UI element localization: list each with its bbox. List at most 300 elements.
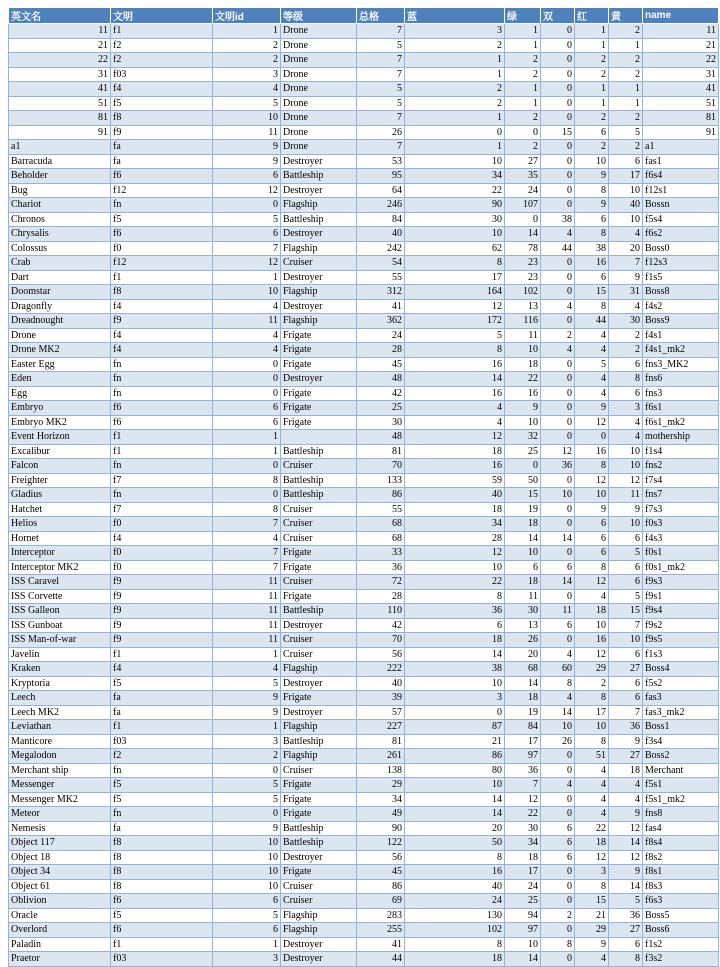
column-header-class[interactable]: 等级 xyxy=(281,8,357,24)
table-cell[interactable]: 26 xyxy=(541,734,575,749)
table-cell[interactable]: f6s3 xyxy=(643,894,719,909)
table-cell[interactable]: Frigate xyxy=(281,357,357,372)
table-cell[interactable] xyxy=(281,430,357,445)
table-cell[interactable]: 0 xyxy=(541,792,575,807)
table-cell[interactable]: 2 xyxy=(405,96,505,111)
table-cell[interactable]: 1 xyxy=(575,96,609,111)
table-cell[interactable]: 6 xyxy=(405,618,505,633)
table-cell[interactable]: f6 xyxy=(111,923,213,938)
table-cell[interactable]: 14 xyxy=(505,531,541,546)
table-cell[interactable]: Chrysalis xyxy=(9,227,111,242)
table-cell[interactable]: 5 xyxy=(575,357,609,372)
table-cell[interactable]: 22 xyxy=(505,372,541,387)
table-cell[interactable]: 0 xyxy=(541,415,575,430)
table-cell[interactable]: 0 xyxy=(541,111,575,126)
table-cell[interactable]: 11 xyxy=(213,633,281,648)
table-cell[interactable]: 94 xyxy=(505,908,541,923)
table-cell[interactable]: 38 xyxy=(541,212,575,227)
table-cell[interactable]: fas4 xyxy=(643,821,719,836)
table-cell[interactable]: 4 xyxy=(541,227,575,242)
table-cell[interactable]: 11 xyxy=(213,589,281,604)
table-cell[interactable]: 8 xyxy=(609,952,643,967)
table-cell[interactable]: 122 xyxy=(357,836,405,851)
table-cell[interactable]: f03 xyxy=(111,67,213,82)
table-cell[interactable]: 6 xyxy=(609,575,643,590)
table-cell[interactable]: f8s3 xyxy=(643,879,719,894)
table-cell[interactable]: Frigate xyxy=(281,792,357,807)
table-cell[interactable]: 12 xyxy=(575,647,609,662)
table-cell[interactable]: Event Horizon xyxy=(9,430,111,445)
table-cell[interactable]: 51 xyxy=(643,96,719,111)
table-cell[interactable]: 51 xyxy=(575,749,609,764)
table-cell[interactable]: 12 xyxy=(575,850,609,865)
table-cell[interactable]: 172 xyxy=(405,314,505,329)
table-cell[interactable]: f5 xyxy=(111,908,213,923)
table-cell[interactable]: 23 xyxy=(505,270,541,285)
table-cell[interactable]: fa xyxy=(111,821,213,836)
table-cell[interactable]: 31 xyxy=(609,285,643,300)
table-cell[interactable]: 0 xyxy=(541,546,575,561)
table-cell[interactable]: 2 xyxy=(213,38,281,53)
table-cell[interactable]: 10 xyxy=(405,227,505,242)
table-cell[interactable]: f4 xyxy=(111,531,213,546)
table-cell[interactable]: 29 xyxy=(575,662,609,677)
table-cell[interactable]: 81 xyxy=(357,734,405,749)
table-cell[interactable]: 6 xyxy=(213,169,281,184)
table-cell[interactable]: 11 xyxy=(213,314,281,329)
table-cell[interactable]: f2 xyxy=(111,38,213,53)
table-cell[interactable]: 24 xyxy=(405,894,505,909)
table-cell[interactable]: 2 xyxy=(609,53,643,68)
table-cell[interactable]: 18 xyxy=(505,691,541,706)
table-cell[interactable]: 25 xyxy=(505,444,541,459)
table-cell[interactable]: 40 xyxy=(405,879,505,894)
table-cell[interactable]: f5 xyxy=(111,212,213,227)
table-cell[interactable]: 2 xyxy=(405,82,505,97)
table-cell[interactable]: 5 xyxy=(609,546,643,561)
table-cell[interactable]: f1 xyxy=(111,647,213,662)
table-cell[interactable]: fa xyxy=(111,691,213,706)
table-cell[interactable]: Destroyer xyxy=(281,372,357,387)
table-cell[interactable]: 34 xyxy=(357,792,405,807)
table-cell[interactable]: Drone xyxy=(281,38,357,53)
table-cell[interactable]: 64 xyxy=(357,183,405,198)
table-cell[interactable]: 70 xyxy=(357,459,405,474)
table-cell[interactable]: 27 xyxy=(609,923,643,938)
column-header-yellow[interactable]: 黄 xyxy=(609,8,643,24)
table-cell[interactable]: 5 xyxy=(213,676,281,691)
table-cell[interactable]: 3 xyxy=(213,734,281,749)
table-cell[interactable]: Easter Egg xyxy=(9,357,111,372)
table-cell[interactable]: fa xyxy=(111,705,213,720)
table-cell[interactable]: Drone MK2 xyxy=(9,343,111,358)
table-cell[interactable]: 59 xyxy=(405,473,505,488)
table-cell[interactable]: 18 xyxy=(405,502,505,517)
table-cell[interactable]: f9s5 xyxy=(643,633,719,648)
table-cell[interactable]: 9 xyxy=(505,401,541,416)
table-cell[interactable]: Battleship xyxy=(281,444,357,459)
table-cell[interactable]: Cruiser xyxy=(281,633,357,648)
table-cell[interactable]: 5 xyxy=(213,212,281,227)
table-cell[interactable]: 2 xyxy=(609,140,643,155)
table-cell[interactable]: 9 xyxy=(609,502,643,517)
table-cell[interactable]: 9 xyxy=(609,807,643,822)
table-cell[interactable]: 1 xyxy=(213,647,281,662)
table-cell[interactable]: 0 xyxy=(541,473,575,488)
table-cell[interactable]: 53 xyxy=(357,154,405,169)
table-cell[interactable]: f1 xyxy=(111,270,213,285)
table-cell[interactable]: 6 xyxy=(541,836,575,851)
table-cell[interactable]: 16 xyxy=(405,386,505,401)
table-cell[interactable]: 34 xyxy=(505,836,541,851)
table-cell[interactable]: 6 xyxy=(541,850,575,865)
table-cell[interactable]: 4 xyxy=(541,778,575,793)
table-cell[interactable]: f1 xyxy=(111,24,213,39)
table-cell[interactable]: Hatchet xyxy=(9,502,111,517)
table-cell[interactable]: Battleship xyxy=(281,836,357,851)
table-cell[interactable]: 18 xyxy=(405,952,505,967)
table-cell[interactable]: 255 xyxy=(357,923,405,938)
table-cell[interactable]: f8 xyxy=(111,111,213,126)
table-cell[interactable]: f4s1 xyxy=(643,328,719,343)
table-cell[interactable]: Frigate xyxy=(281,589,357,604)
table-cell[interactable]: fns7 xyxy=(643,488,719,503)
table-cell[interactable]: 35 xyxy=(505,169,541,184)
table-cell[interactable]: 9 xyxy=(213,140,281,155)
column-header-civ-id[interactable]: 文明id xyxy=(213,8,281,24)
table-cell[interactable]: 4 xyxy=(575,372,609,387)
table-cell[interactable]: Kryptoria xyxy=(9,676,111,691)
table-cell[interactable]: f6s1 xyxy=(643,401,719,416)
table-cell[interactable]: fas3_mk2 xyxy=(643,705,719,720)
table-cell[interactable]: 102 xyxy=(405,923,505,938)
table-cell[interactable]: 10 xyxy=(575,720,609,735)
table-cell[interactable]: Boss5 xyxy=(643,908,719,923)
table-cell[interactable]: 8 xyxy=(213,502,281,517)
table-cell[interactable]: fn xyxy=(111,763,213,778)
table-cell[interactable]: 2 xyxy=(609,24,643,39)
table-cell[interactable]: f4s3 xyxy=(643,531,719,546)
table-cell[interactable]: Kraken xyxy=(9,662,111,677)
table-cell[interactable]: Leech MK2 xyxy=(9,705,111,720)
table-cell[interactable]: 4 xyxy=(575,952,609,967)
table-cell[interactable]: Dart xyxy=(9,270,111,285)
table-cell[interactable]: Embryo xyxy=(9,401,111,416)
table-cell[interactable]: 2 xyxy=(505,53,541,68)
table-cell[interactable]: 16 xyxy=(575,256,609,271)
table-cell[interactable]: 2 xyxy=(575,67,609,82)
table-cell[interactable]: 2 xyxy=(609,67,643,82)
table-cell[interactable]: 54 xyxy=(357,256,405,271)
table-cell[interactable]: Bug xyxy=(9,183,111,198)
table-cell[interactable]: 14 xyxy=(505,227,541,242)
table-cell[interactable]: 12 xyxy=(575,415,609,430)
table-cell[interactable]: 9 xyxy=(575,401,609,416)
table-cell[interactable]: Flagship xyxy=(281,241,357,256)
table-cell[interactable]: 24 xyxy=(357,328,405,343)
table-cell[interactable]: 0 xyxy=(213,198,281,213)
table-cell[interactable]: 56 xyxy=(357,850,405,865)
table-cell[interactable]: Drone xyxy=(281,53,357,68)
table-cell[interactable]: Cruiser xyxy=(281,502,357,517)
table-cell[interactable]: 8 xyxy=(575,459,609,474)
table-cell[interactable]: 44 xyxy=(357,952,405,967)
table-cell[interactable]: 4 xyxy=(541,299,575,314)
table-cell[interactable]: f8 xyxy=(111,836,213,851)
table-cell[interactable]: f9 xyxy=(111,314,213,329)
table-cell[interactable]: f6s1_mk2 xyxy=(643,415,719,430)
table-cell[interactable]: f9 xyxy=(111,589,213,604)
table-cell[interactable]: 1 xyxy=(505,24,541,39)
table-cell[interactable]: Destroyer xyxy=(281,850,357,865)
table-cell[interactable]: 1 xyxy=(505,96,541,111)
table-cell[interactable]: 18 xyxy=(505,517,541,532)
table-cell[interactable]: 283 xyxy=(357,908,405,923)
table-cell[interactable]: 25 xyxy=(357,401,405,416)
table-cell[interactable]: 11 xyxy=(213,604,281,619)
table-cell[interactable]: 6 xyxy=(575,125,609,140)
table-cell[interactable]: f8 xyxy=(111,285,213,300)
table-cell[interactable]: Object 34 xyxy=(9,865,111,880)
table-cell[interactable]: 31 xyxy=(9,67,111,82)
table-cell[interactable]: 2 xyxy=(609,328,643,343)
table-cell[interactable]: f6 xyxy=(111,894,213,909)
table-cell[interactable]: 10 xyxy=(505,937,541,952)
table-cell[interactable]: 3 xyxy=(213,67,281,82)
table-cell[interactable]: f4 xyxy=(111,343,213,358)
table-cell[interactable]: 36 xyxy=(505,763,541,778)
table-cell[interactable]: 116 xyxy=(505,314,541,329)
table-cell[interactable]: 4 xyxy=(213,299,281,314)
table-cell[interactable]: 16 xyxy=(575,633,609,648)
table-cell[interactable]: Oblivion xyxy=(9,894,111,909)
table-cell[interactable]: 20 xyxy=(405,821,505,836)
table-cell[interactable]: 81 xyxy=(643,111,719,126)
table-cell[interactable]: Frigate xyxy=(281,778,357,793)
table-cell[interactable]: Drone xyxy=(281,140,357,155)
table-cell[interactable]: 38 xyxy=(405,662,505,677)
table-cell[interactable]: fns6 xyxy=(643,372,719,387)
table-cell[interactable]: 3 xyxy=(405,691,505,706)
table-cell[interactable]: f5s1_mk2 xyxy=(643,792,719,807)
table-cell[interactable]: 8 xyxy=(575,560,609,575)
table-cell[interactable]: f1s5 xyxy=(643,270,719,285)
table-cell[interactable]: 42 xyxy=(357,386,405,401)
table-cell[interactable]: 21 xyxy=(643,38,719,53)
table-cell[interactable]: 84 xyxy=(505,720,541,735)
table-cell[interactable]: 40 xyxy=(609,198,643,213)
table-cell[interactable]: 10 xyxy=(609,517,643,532)
table-cell[interactable]: fn xyxy=(111,386,213,401)
table-cell[interactable]: f5 xyxy=(111,792,213,807)
table-cell[interactable]: Frigate xyxy=(281,401,357,416)
table-cell[interactable]: 9 xyxy=(609,865,643,880)
table-cell[interactable]: 246 xyxy=(357,198,405,213)
table-cell[interactable]: Battleship xyxy=(281,212,357,227)
table-cell[interactable]: 4 xyxy=(213,82,281,97)
table-cell[interactable]: Destroyer xyxy=(281,618,357,633)
table-cell[interactable]: 6 xyxy=(609,676,643,691)
table-cell[interactable]: 6 xyxy=(609,647,643,662)
table-cell[interactable]: 0 xyxy=(541,82,575,97)
table-cell[interactable]: 70 xyxy=(357,633,405,648)
table-cell[interactable]: Destroyer xyxy=(281,270,357,285)
table-cell[interactable]: 4 xyxy=(541,691,575,706)
table-cell[interactable]: f7s3 xyxy=(643,502,719,517)
table-cell[interactable]: 12 xyxy=(405,430,505,445)
table-cell[interactable]: Manticore xyxy=(9,734,111,749)
table-cell[interactable]: 29 xyxy=(357,778,405,793)
table-cell[interactable]: f0s3 xyxy=(643,517,719,532)
table-cell[interactable]: Megalodon xyxy=(9,749,111,764)
table-cell[interactable]: 45 xyxy=(357,865,405,880)
table-cell[interactable]: Battleship xyxy=(281,821,357,836)
table-cell[interactable]: 1 xyxy=(213,444,281,459)
table-cell[interactable]: 0 xyxy=(541,894,575,909)
table-cell[interactable]: 36 xyxy=(609,908,643,923)
table-cell[interactable]: 6 xyxy=(609,386,643,401)
table-cell[interactable]: Frigate xyxy=(281,415,357,430)
table-cell[interactable]: f8 xyxy=(111,879,213,894)
table-cell[interactable]: fns3_MK2 xyxy=(643,357,719,372)
table-cell[interactable]: f5s2 xyxy=(643,676,719,691)
table-cell[interactable]: 28 xyxy=(357,589,405,604)
table-cell[interactable]: 7 xyxy=(357,67,405,82)
table-cell[interactable]: 14 xyxy=(505,676,541,691)
table-cell[interactable]: 17 xyxy=(609,169,643,184)
table-cell[interactable]: 15 xyxy=(541,125,575,140)
table-cell[interactable]: Messenger xyxy=(9,778,111,793)
table-cell[interactable]: 1 xyxy=(213,937,281,952)
table-cell[interactable]: fn xyxy=(111,488,213,503)
table-cell[interactable]: 6 xyxy=(505,560,541,575)
table-cell[interactable]: 12 xyxy=(213,183,281,198)
table-cell[interactable]: Beholder xyxy=(9,169,111,184)
table-cell[interactable]: 12 xyxy=(609,821,643,836)
table-cell[interactable]: Overlord xyxy=(9,923,111,938)
table-cell[interactable]: 9 xyxy=(213,691,281,706)
table-cell[interactable]: fa xyxy=(111,140,213,155)
table-cell[interactable]: 41 xyxy=(357,937,405,952)
table-cell[interactable]: Oracle xyxy=(9,908,111,923)
table-cell[interactable]: f4 xyxy=(111,299,213,314)
table-cell[interactable]: Destroyer xyxy=(281,937,357,952)
table-cell[interactable]: 2 xyxy=(505,111,541,126)
table-cell[interactable]: 14 xyxy=(405,792,505,807)
table-cell[interactable]: 14 xyxy=(609,836,643,851)
table-cell[interactable]: 10 xyxy=(541,720,575,735)
table-cell[interactable]: 20 xyxy=(505,647,541,662)
table-cell[interactable]: f7 xyxy=(111,473,213,488)
table-cell[interactable]: 17 xyxy=(505,865,541,880)
table-cell[interactable]: 5 xyxy=(357,38,405,53)
table-cell[interactable]: Cruiser xyxy=(281,763,357,778)
table-cell[interactable]: Flagship xyxy=(281,198,357,213)
table-cell[interactable]: 5 xyxy=(213,908,281,923)
table-cell[interactable]: f9 xyxy=(111,633,213,648)
table-cell[interactable]: Drone xyxy=(281,111,357,126)
table-cell[interactable]: 24 xyxy=(505,183,541,198)
table-cell[interactable]: 1 xyxy=(405,111,505,126)
table-cell[interactable]: 44 xyxy=(575,314,609,329)
table-cell[interactable]: 8 xyxy=(213,473,281,488)
table-cell[interactable]: 0 xyxy=(575,430,609,445)
table-cell[interactable]: f2 xyxy=(111,749,213,764)
table-cell[interactable]: 4 xyxy=(609,415,643,430)
table-cell[interactable]: Cruiser xyxy=(281,517,357,532)
table-cell[interactable]: 20 xyxy=(609,241,643,256)
table-cell[interactable]: 18 xyxy=(505,357,541,372)
table-cell[interactable]: 16 xyxy=(405,865,505,880)
table-cell[interactable]: 6 xyxy=(213,923,281,938)
table-cell[interactable]: 10 xyxy=(213,865,281,880)
table-cell[interactable]: 12 xyxy=(609,850,643,865)
table-cell[interactable]: Doomstar xyxy=(9,285,111,300)
table-cell[interactable]: 9 xyxy=(213,821,281,836)
table-cell[interactable]: Frigate xyxy=(281,560,357,575)
table-cell[interactable]: 41 xyxy=(643,82,719,97)
table-cell[interactable]: 48 xyxy=(357,430,405,445)
table-cell[interactable]: Cruiser xyxy=(281,459,357,474)
table-cell[interactable]: 8 xyxy=(575,183,609,198)
table-cell[interactable]: 1 xyxy=(213,24,281,39)
table-cell[interactable]: 36 xyxy=(609,720,643,735)
column-header-total-slots[interactable]: 总格 xyxy=(357,8,405,24)
table-cell[interactable]: Destroyer xyxy=(281,154,357,169)
table-cell[interactable]: 68 xyxy=(357,517,405,532)
table-cell[interactable]: f1s3 xyxy=(643,647,719,662)
table-cell[interactable]: 0 xyxy=(541,589,575,604)
table-cell[interactable]: 1 xyxy=(405,140,505,155)
table-cell[interactable]: f7s4 xyxy=(643,473,719,488)
table-cell[interactable]: f6 xyxy=(111,169,213,184)
table-cell[interactable]: 36 xyxy=(541,459,575,474)
table-cell[interactable]: 102 xyxy=(505,285,541,300)
table-cell[interactable]: 0 xyxy=(541,401,575,416)
table-cell[interactable]: 8 xyxy=(575,734,609,749)
table-cell[interactable]: f0 xyxy=(111,241,213,256)
table-cell[interactable]: 28 xyxy=(357,343,405,358)
table-cell[interactable]: Cruiser xyxy=(281,256,357,271)
table-cell[interactable]: 87 xyxy=(405,720,505,735)
table-cell[interactable]: 2 xyxy=(609,111,643,126)
table-cell[interactable]: 0 xyxy=(505,212,541,227)
table-cell[interactable]: Battleship xyxy=(281,734,357,749)
table-cell[interactable]: f8 xyxy=(111,865,213,880)
table-cell[interactable]: 11 xyxy=(213,618,281,633)
table-cell[interactable]: f6s2 xyxy=(643,227,719,242)
table-cell[interactable]: 13 xyxy=(505,618,541,633)
table-cell[interactable]: 15 xyxy=(575,894,609,909)
table-cell[interactable]: Drone xyxy=(281,82,357,97)
table-cell[interactable]: 2 xyxy=(505,140,541,155)
table-cell[interactable]: Battleship xyxy=(281,488,357,503)
table-cell[interactable]: 10 xyxy=(541,488,575,503)
table-cell[interactable]: Flagship xyxy=(281,314,357,329)
table-cell[interactable]: 5 xyxy=(213,778,281,793)
table-cell[interactable]: f0 xyxy=(111,517,213,532)
table-cell[interactable]: 2 xyxy=(609,343,643,358)
table-cell[interactable]: fa xyxy=(111,154,213,169)
table-cell[interactable]: f5 xyxy=(111,96,213,111)
table-cell[interactable]: fns8 xyxy=(643,807,719,822)
table-cell[interactable]: Leviathan xyxy=(9,720,111,735)
table-cell[interactable]: 0 xyxy=(541,865,575,880)
table-cell[interactable]: f7 xyxy=(111,502,213,517)
table-cell[interactable]: 1 xyxy=(505,82,541,97)
table-cell[interactable]: Frigate xyxy=(281,386,357,401)
table-cell[interactable]: 13 xyxy=(505,299,541,314)
